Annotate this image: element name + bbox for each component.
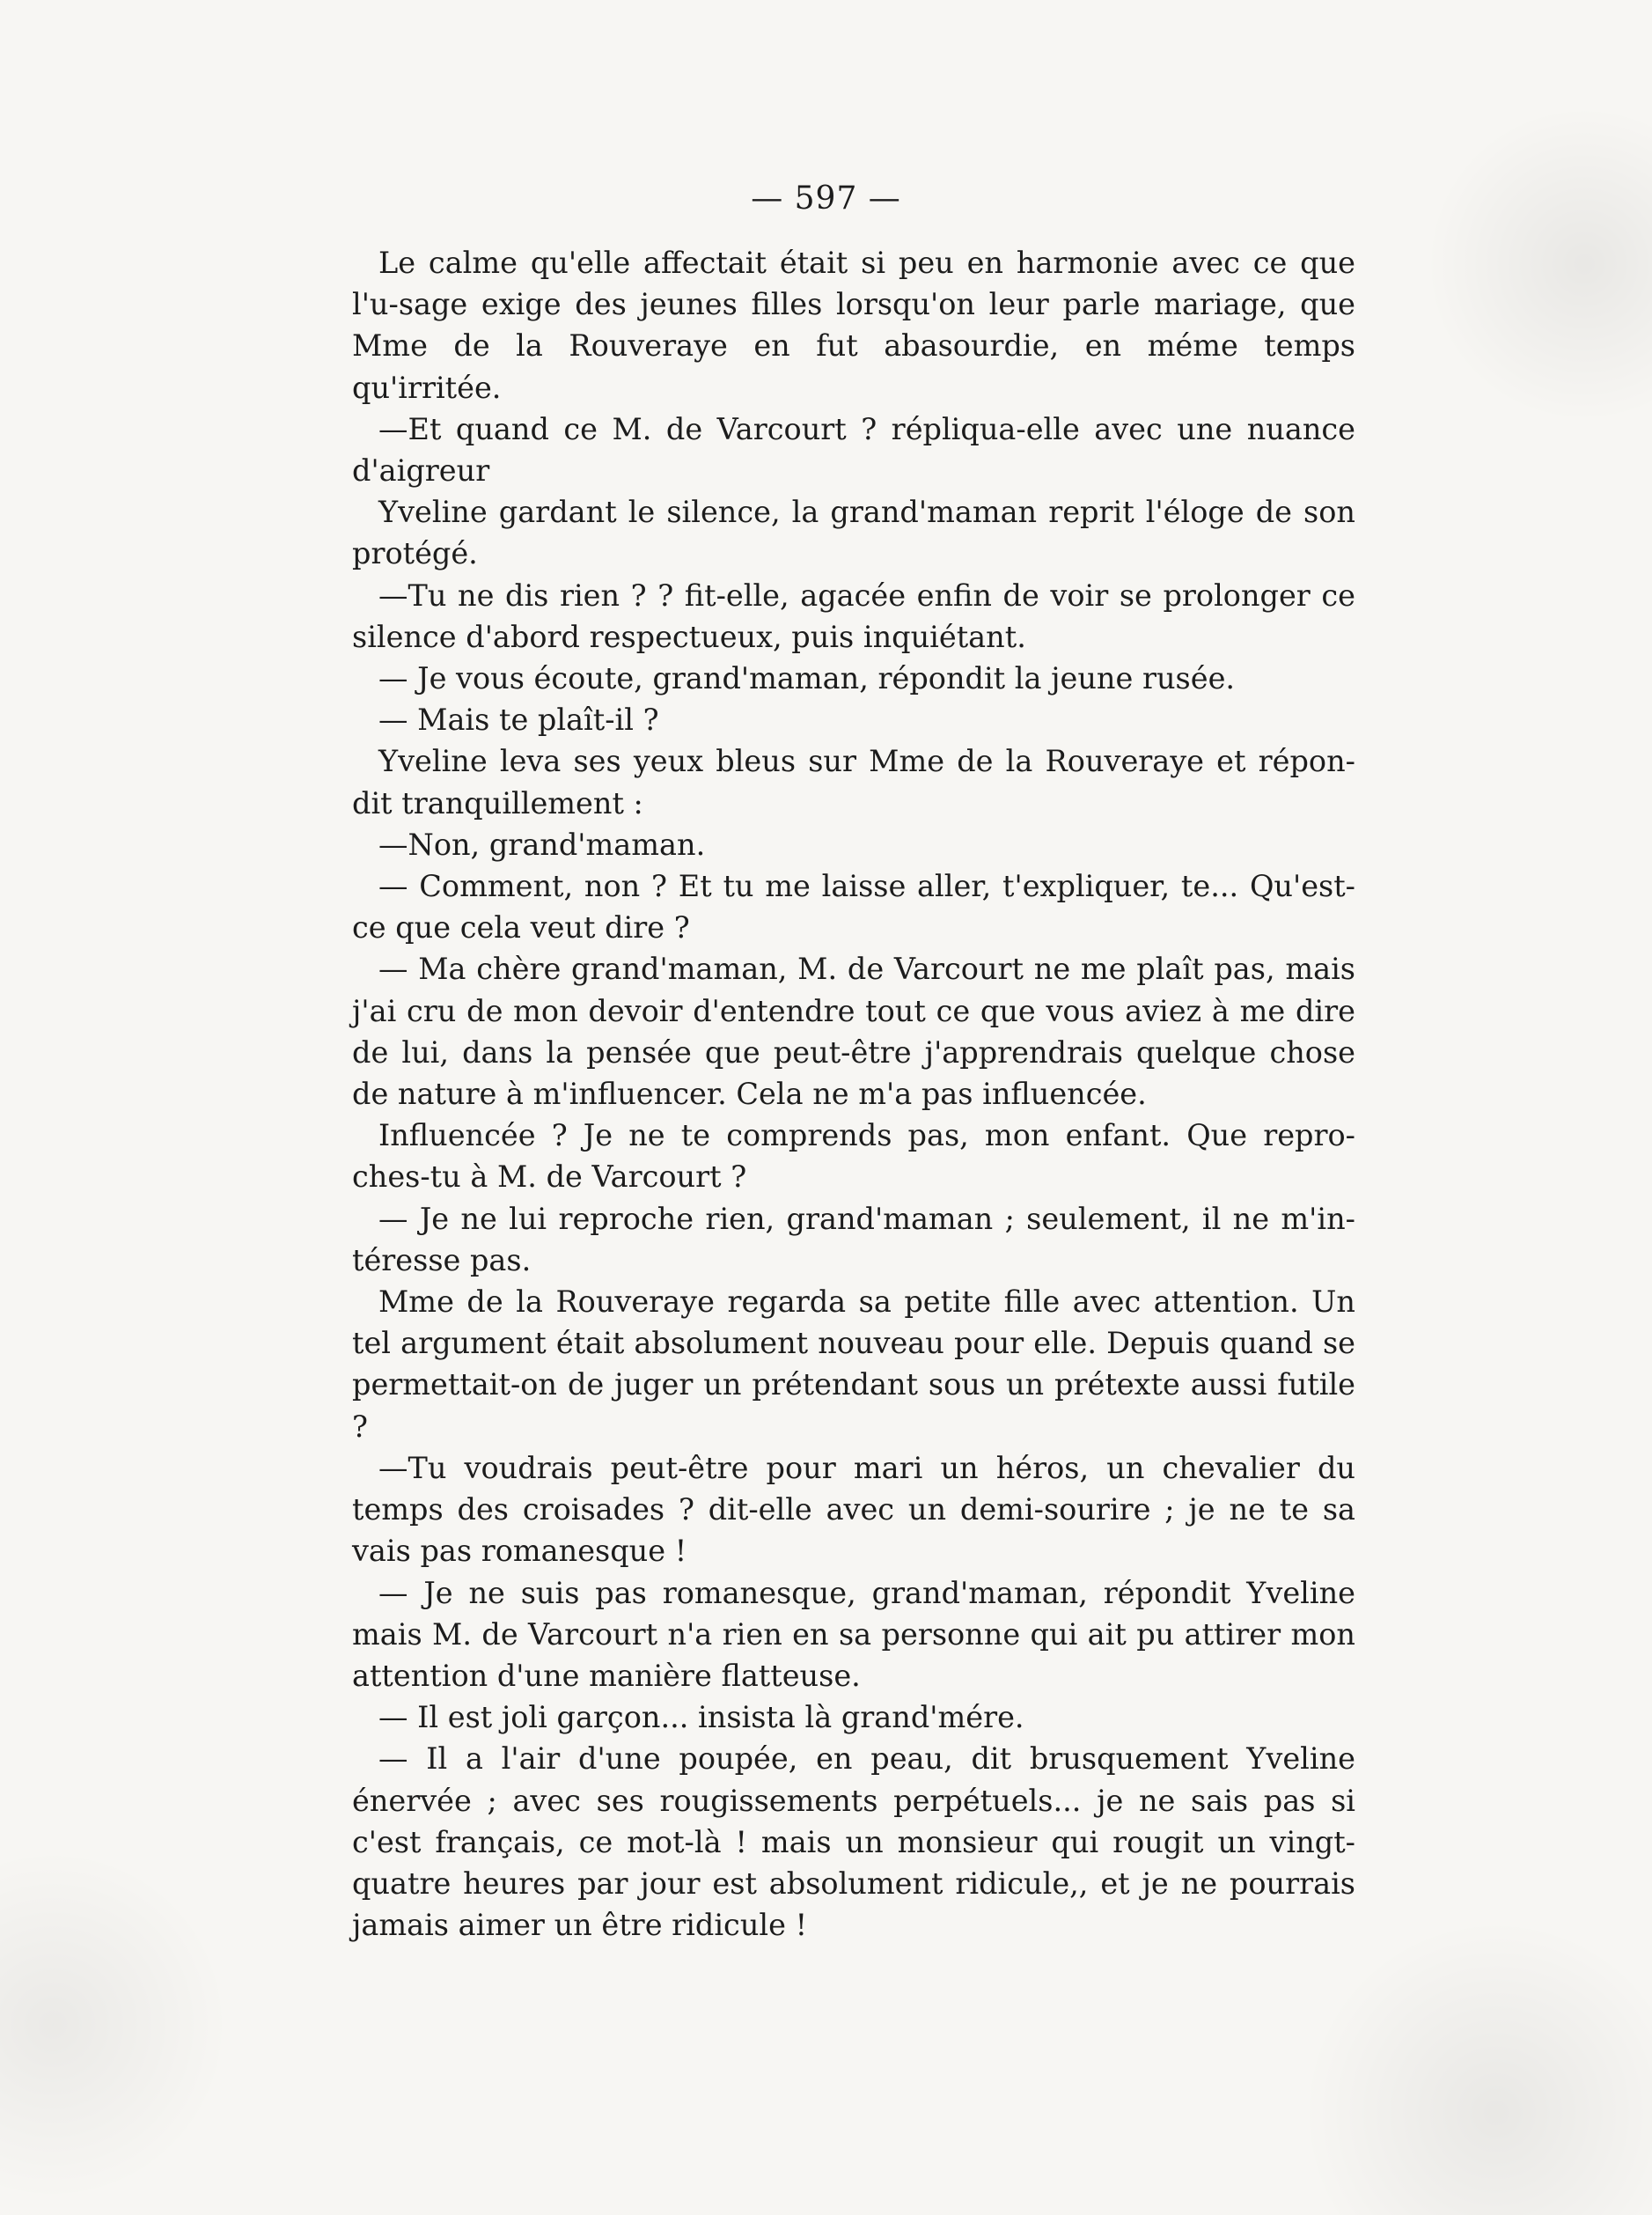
paragraph: — Mais te plaît-il ? (378, 703, 659, 738)
paragraph: —Et quand ce M. de Varcourt ? répliqua-elle avec une nuance d'aigreur (352, 411, 1355, 489)
paragraph: Influencée ? Je ne te comprends pas, mon enfant. Que repro-ches-tu à M. de Varcourt ? (352, 1118, 1355, 1195)
paragraph: —Tu ne dis rien ? ? fit-elle, agacée enfin de voir se prolonger ce silence d'abord respectueux, puis inquiétant. (352, 578, 1355, 654)
paragraph: —Non, grand'maman. (378, 827, 706, 862)
paragraph: — Ma chère grand'maman, M. de Varcourt ne me plaît pas, mais j'ai cru de mon devoir d'entendre tout ce que vous aviez à me dire de lui, dans la pensée que peut-être j'apprendrais quelque chose de nature à m'influencer. Cela ne m'a pas influencée. (352, 952, 1355, 1112)
paragraph: — Je ne suis pas romanesque, grand'maman, répondit Yveline mais M. de Varcourt n'a rien en sa personne qui ait pu attirer mon attention d'une manière flatteuse. (352, 1575, 1355, 1693)
paragraph: — Je ne lui reproche rien, grand'maman ; seulement, il ne m'in-téresse pas. (352, 1201, 1355, 1277)
page-number: — 597 — (751, 180, 901, 217)
paragraph: Le calme qu'elle affectait était si peu en harmonie avec ce que l'u-sage exige des jeunes filles lorsqu'on leur parle mariage, que Mme de la Rouveraye en fut abasourdie, en méme temps qu'irritée. (352, 246, 1355, 405)
paragraph: — Comment, non ? Et tu me laisse aller, t'expliquer, te... Qu'est-ce que cela veut dire ? (352, 869, 1355, 946)
paragraph: Mme de la Rouveraye regarda sa petite fille avec attention. Un tel argument était absolument nouveau pour elle. Depuis quand se permettait-on de juger un prétendant sous un prétexte aussi futile ? (352, 1284, 1355, 1444)
paragraph: — Je vous écoute, grand'maman, répondit la jeune rusée. (378, 661, 1236, 696)
paragraph: — Il a l'air d'une poupée, en peau, dit brusquement Yveline énervée ; avec ses rougissements perpétuels... je ne sais pas si c'est français, ce mot-là ! mais un monsieur qui rougit un vingt-quatre heures par jour est absolument ridicule,, et je ne pourrais jamais aimer un être ridicule ! (352, 1741, 1355, 1943)
paragraph: Yveline gardant le silence, la grand'maman reprit l'éloge de son protégé. (352, 495, 1355, 571)
text-block (352, 242, 1355, 1946)
paragraph: — Il est joli garçon... insista là grand'mére. (378, 1700, 1024, 1735)
paragraph: —Tu voudrais peut-être pour mari un héros, un chevalier du temps des croisades ? dit-elle avec un demi-sourire ; je ne te sa vais pas romanesque ! (352, 1450, 1355, 1569)
paragraph: Yveline leva ses yeux bleus sur Mme de la Rouveraye et répon-dit tranquillement : (352, 744, 1355, 821)
